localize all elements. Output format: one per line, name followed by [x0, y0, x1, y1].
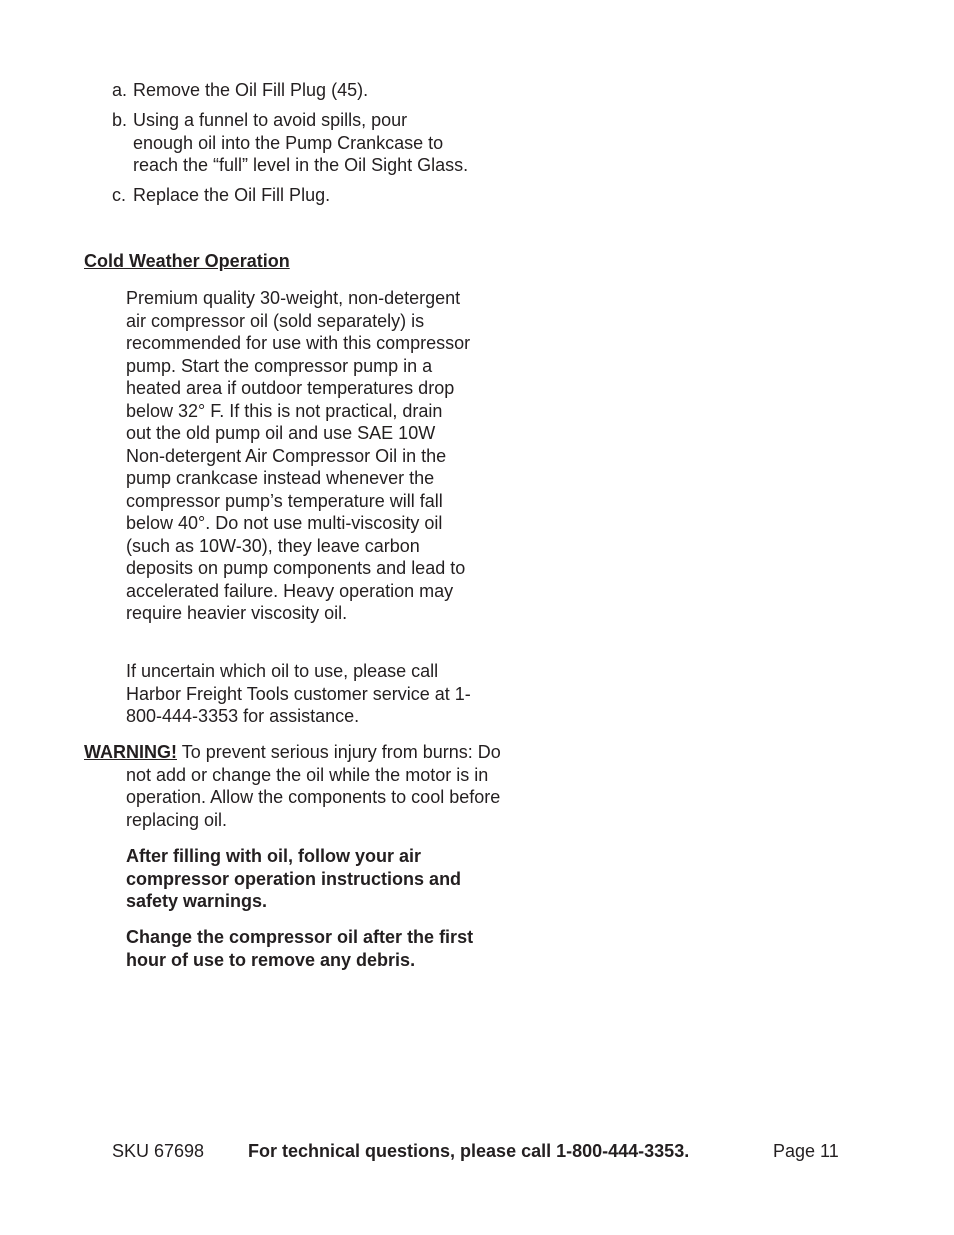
footer-sku: SKU 67698	[112, 1141, 205, 1161]
cold-weather-paragraph: Premium quality 30-weight, non-detergent air compressor oil (sold separately) is recommended for use with this compressor pump. Start the compressor pump in a heated area if outdoor temperatures drop below 32° F. If this is not practical, drain out the old pump oil and use SAE 10W Non-detergent Air Compressor Oil in the pump crankcase instead whenever the compressor pump’s temperature will fall below 40°. Do not use multi-viscosity oil (such as 10W-30), they leave carbon deposits on pump components and lead to accelerated failure. Heavy operation may require heavier viscosity oil.	[126, 288, 471, 623]
warning-block	[84, 741, 511, 831]
step-letter: b.	[112, 110, 128, 130]
step-c	[112, 184, 472, 207]
step-letter: c.	[112, 185, 127, 205]
step-text: Remove the Oil Fill Plug (45).	[133, 80, 369, 100]
step-text: Using a funnel to avoid spills, pour enough oil into the Pump Crankcase to reach the “full” level in the Oil Sight Glass.	[133, 110, 469, 175]
step-a	[112, 79, 472, 102]
footer-page-number: Page 11	[773, 1141, 839, 1161]
after-filling-note: After filling with oil, follow your air compressor operation instructions and safety warnings.	[126, 846, 462, 911]
warning-label: WARNING!	[84, 742, 177, 762]
change-oil-note: Change the compressor oil after the first hour of use to remove any debris.	[126, 927, 474, 970]
step-letter: a.	[112, 80, 128, 100]
footer-support-phone: For technical questions, please call 1-800-444-3353.	[248, 1141, 690, 1161]
page-footer	[0, 1140, 954, 1164]
section-heading-cold-weather: Cold Weather Operation	[84, 251, 290, 271]
warning-text: To prevent serious injury from burns: Do not add or change the oil while the motor is in operation. Allow the components to cool before replacing oil.	[126, 742, 501, 830]
step-b	[112, 109, 472, 177]
step-text: Replace the Oil Fill Plug.	[133, 185, 331, 205]
customer-service-paragraph: If uncertain which oil to use, please call Harbor Freight Tools customer service at 1-800-444-3353 for assistance.	[126, 661, 471, 726]
oil-fill-steps	[112, 79, 472, 214]
